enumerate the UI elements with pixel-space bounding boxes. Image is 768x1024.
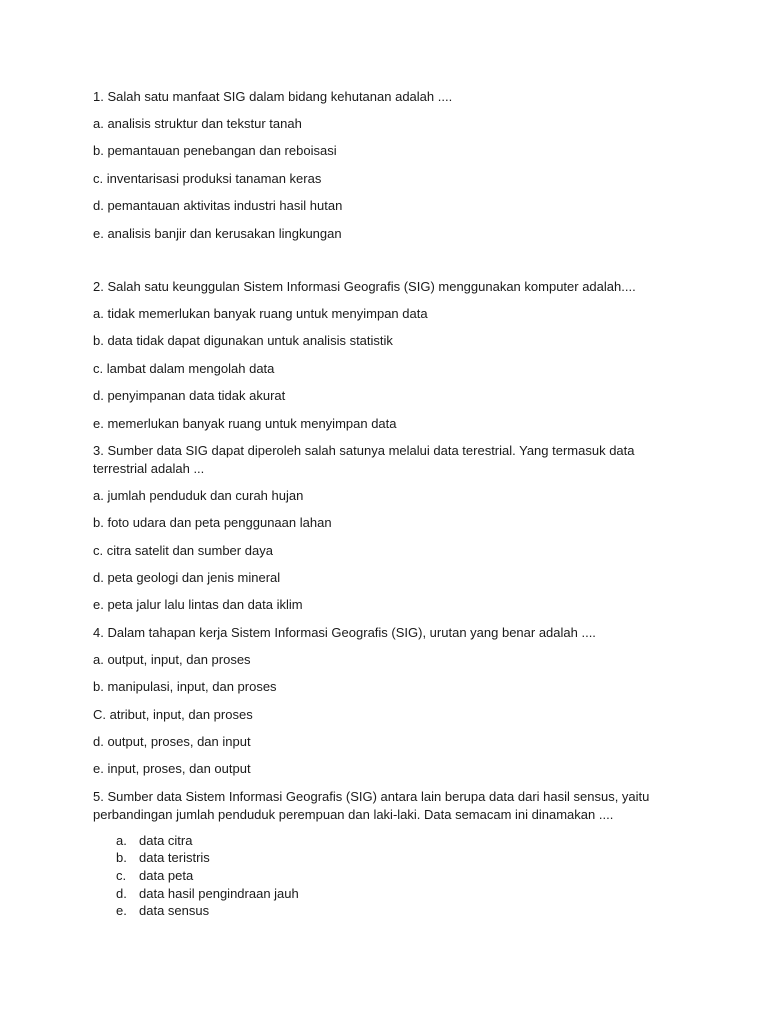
option-a: a. analisis struktur dan tekstur tanah [93,116,302,131]
option-text: data hasil pengindraan jauh [139,885,299,901]
option-c: C. atribut, input, dan proses [93,706,253,722]
option-e: e. input, proses, dan output [93,761,251,777]
option-text: data citra [139,832,193,848]
option-e: e. analisis banjir dan kerusakan lingkungan [93,225,342,241]
option-letter: c. [116,868,127,883]
option-c: c. citra satelit dan sumber daya [93,542,273,558]
question-text: 4. Dalam tahapan kerja Sistem Informasi Geografis (SIG), urutan yang benar adalah .... [93,624,596,640]
option-d: d. pemantauan aktivitas industri hasil hutan [93,198,343,214]
option-letter: b. [116,850,127,866]
option-list [93,832,678,920]
option-e: e. peta jalur lalu lintas dan data iklim [93,597,303,613]
spacer [93,252,678,278]
option-c [93,867,678,885]
option-c: c. inventarisasi produksi tanaman keras [93,170,322,186]
option-b: b. foto udara dan peta penggunaan lahan [93,515,332,531]
option-e: e. memerlukan banyak ruang untuk menyimpan data [93,415,397,431]
option-text: data peta [139,868,194,883]
question-2 [93,278,678,433]
option-text: data sensus [139,903,210,919]
option-d: d. peta geologi dan jenis mineral [93,570,281,586]
question-3 [93,442,678,615]
option-a: a. output, input, dan proses [93,651,251,667]
question-text: 3. Sumber data SIG dapat diperoleh salah satunya melalui data terestrial. Yang termasuk data terrestrial adalah ... [93,442,635,476]
question-text: 2. Salah satu keunggulan Sistem Informasi Geografis (SIG) menggunakan komputer adalah.... [93,278,636,294]
option-letter: a. [116,832,127,848]
option-d: d. output, proses, dan input [93,734,251,750]
option-c: c. lambat dalam mengolah data [93,360,275,376]
question-text: 1. Salah satu manfaat SIG dalam bidang kehutanan adalah .... [93,89,453,104]
option-e [93,902,678,920]
option-b: b. pemantauan penebangan dan reboisasi [93,143,337,159]
option-a: a. tidak memerlukan banyak ruang untuk menyimpan data [93,305,428,321]
question-4 [93,624,678,779]
option-a: a. jumlah penduduk dan curah hujan [93,487,304,503]
question-1 [93,88,678,243]
option-a [93,832,678,850]
option-b: b. manipulasi, input, dan proses [93,679,277,695]
question-text: 5. Sumber data Sistem Informasi Geografis (SIG) antara lain berupa data dari hasil sensus, yaitu perbandingan jumlah penduduk perempuan dan laki-laki. Data semacam ini dinamakan .... [93,788,650,822]
option-text: data teristris [139,850,210,866]
option-b [93,849,678,867]
question-5 [93,788,678,920]
option-d [93,885,678,903]
option-d: d. penyimpanan data tidak akurat [93,388,286,404]
option-letter: d. [116,885,127,901]
option-b: b. data tidak dapat digunakan untuk analisis statistik [93,333,393,349]
option-letter: e. [116,903,127,919]
